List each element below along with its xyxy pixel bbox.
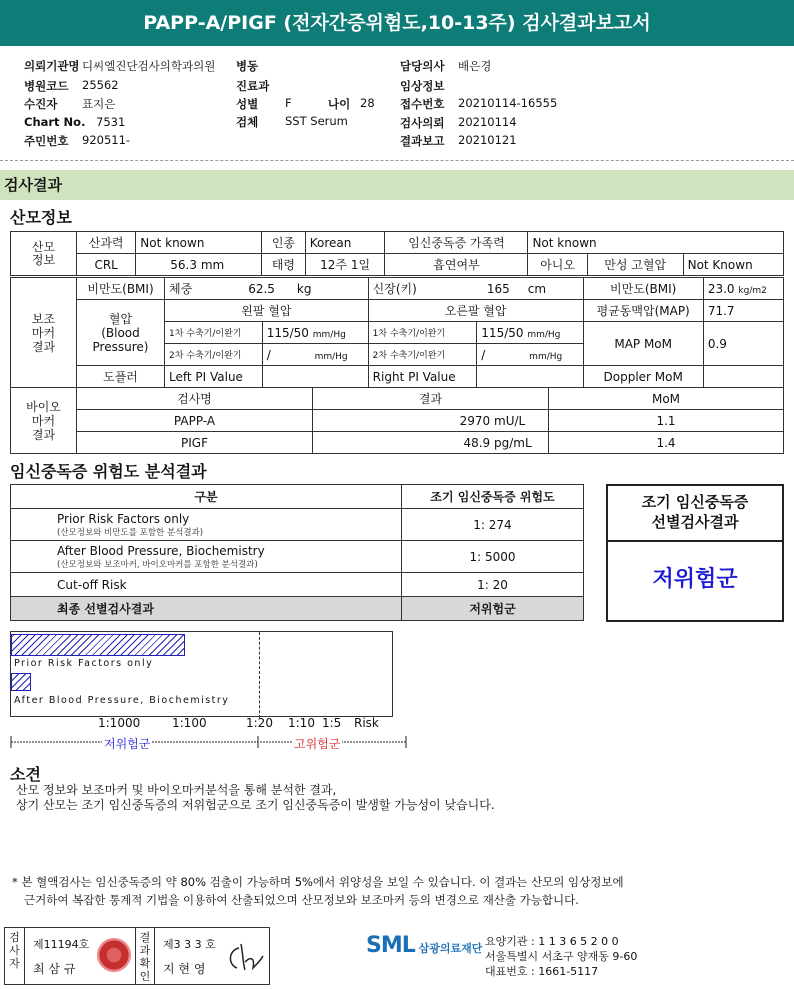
row-name: After Blood Pressure, Biochemistry [57, 543, 265, 558]
unit: mm/Hg [529, 351, 563, 362]
cell: PIGF [77, 432, 313, 454]
risk-scale [10, 716, 410, 756]
first: 1차 [169, 329, 184, 339]
cell: Cut-off Risk [11, 573, 402, 597]
bar-prior [11, 634, 185, 656]
cell: 0.9 [703, 322, 783, 366]
cell: 도플러 [77, 366, 165, 388]
confirm-label: 결과확인 [135, 928, 155, 984]
value: 표지은 [82, 97, 116, 111]
cell: Not known [528, 232, 784, 254]
cell: 인종 [262, 232, 306, 254]
weight-label: 체중 [169, 282, 193, 296]
opinion-title: 소견 [10, 765, 41, 784]
result: 2970 [459, 413, 491, 428]
result-box-title: 조기 임신중독증 선별검사결과 [608, 486, 782, 542]
tester-no: 제11194호 [33, 938, 90, 951]
signature-icon [223, 934, 267, 978]
cell: CRL [77, 254, 136, 276]
left-bp-1: 115/50 [266, 325, 309, 340]
cell: 1.4 [549, 432, 784, 454]
tick-label: 1:20 [246, 716, 273, 730]
cell: 비만도(BMI) [583, 278, 703, 300]
cell: 1.1 [549, 410, 784, 432]
signature-box [4, 927, 270, 985]
footnote-line: 근거하여 복잡한 통계적 기법을 이용하여 산출되었으며 산모정보와 보조마커 등의 변경으로 재산출 가능합니다. [24, 893, 579, 907]
row-name: Prior Risk Factors only [57, 511, 190, 526]
height-value: 165 [486, 282, 510, 296]
sub: 수축기/이완기 [389, 329, 446, 339]
result: 48.9 [463, 435, 491, 450]
tester-label: 검사자 [5, 928, 25, 984]
bmi-unit: kg/m2 [738, 285, 767, 296]
label: 수진자 [24, 97, 58, 111]
tick-label: Risk [354, 716, 379, 730]
cell [11, 541, 402, 573]
label: 담당의사 [400, 59, 445, 73]
maternal-info-table [10, 231, 784, 276]
lab-address [485, 934, 637, 979]
cell [368, 278, 583, 300]
first: 1차 [372, 329, 388, 339]
value: 28 [360, 96, 375, 110]
label: Chart No. [24, 115, 86, 129]
cell: Not Known [683, 254, 783, 276]
cell [313, 432, 549, 454]
label: 임상정보 [400, 79, 445, 93]
maternal-title: 산모정보 [10, 208, 72, 227]
label: 병원코드 [24, 79, 69, 93]
label: 주민번호 [24, 134, 69, 148]
row-note: (산모정보와 비만도를 포함한 분석결과) [57, 527, 204, 538]
cell: 아니오 [528, 254, 587, 276]
value: 20210114-16555 [458, 96, 558, 110]
cell: Korean [305, 232, 385, 254]
value: 25562 [82, 78, 119, 92]
unit: mU/L [494, 413, 526, 428]
cell: PAPP-A [77, 410, 313, 432]
cell: Right PI Value [368, 366, 477, 388]
unit: pg/mL [494, 435, 532, 450]
tester-name: 최 삼 규 [33, 962, 76, 976]
cell: 71.7 [703, 300, 783, 322]
risk-title: 임신중독증 위험도 분석결과 [10, 462, 207, 481]
zone-high: 고위험군 [294, 737, 341, 751]
logo-name: 삼광의료재단 [418, 942, 483, 955]
label: 결과보고 [400, 134, 445, 148]
label: 의뢰기관명 [24, 59, 80, 73]
cell: MoM [549, 388, 784, 410]
unit: mm/Hg [314, 351, 348, 362]
biomarker-table [10, 387, 784, 454]
risk-table [10, 484, 584, 621]
cell: 1: 20 [402, 573, 584, 597]
label: 성별 [236, 97, 259, 111]
cell [313, 410, 549, 432]
cell [11, 509, 402, 541]
cell: 오른팔 혈압 [368, 300, 583, 322]
cell [165, 344, 263, 366]
confirm-no: 제3 3 3 호 [163, 938, 216, 951]
footnote-line: * 본 혈액검사는 임신중독증의 약 80% 검출이 가능하며 5%에서 위양성을 보일 수 있습니다. 이 결과는 산모의 임상정보에 [12, 875, 624, 889]
cell [477, 344, 583, 366]
right-bp-1: 115/50 [481, 325, 524, 340]
zone-low: 저위험군 [104, 737, 151, 751]
label: 검체 [236, 115, 259, 129]
seal-icon [97, 938, 131, 972]
cell [262, 366, 368, 388]
cutoff-line [259, 632, 260, 718]
label: 검사의뢰 [400, 116, 445, 130]
cell [165, 322, 263, 344]
sub: 수축기/이완기 [389, 351, 446, 361]
opinion-line: 산모 정보와 보조마커 및 바이오마커분석을 통해 분석한 결과, [16, 783, 337, 797]
value: 20210121 [458, 133, 517, 147]
bmi-value: 23.0 [707, 281, 735, 296]
result-box [606, 484, 784, 622]
cell: 검사명 [77, 388, 313, 410]
footnote [12, 873, 787, 909]
section-title: 검사결과 [0, 170, 794, 200]
result-box-value: 저위험군 [652, 567, 738, 592]
unit: mm/Hg [527, 329, 561, 340]
cell: 산과력 [77, 232, 136, 254]
row-note: (산모정보와 보조마커, 바이오마커를 포함한 분석결과) [57, 559, 258, 570]
group-label: 바이오 마커 결과 [11, 388, 77, 454]
crl-value: 56.3 [170, 257, 197, 272]
cell: 만성 고혈압 [587, 254, 683, 276]
weight-value: 62.5 [248, 282, 275, 296]
cell: 최종 선별검사결과 [11, 597, 402, 621]
label: 진료과 [236, 79, 270, 93]
cell: 1: 274 [402, 509, 584, 541]
cell: 저위험군 [402, 597, 584, 621]
sub: 수축기/이완기 [186, 351, 242, 361]
cell [165, 278, 369, 300]
value: F [285, 96, 292, 110]
group-label: 보조 마커 결과 [11, 278, 77, 388]
bp-label: 혈압 (Blood Pressure) [77, 300, 165, 366]
bar-label: Prior Risk Factors only [14, 658, 154, 669]
lab-addr: 서울특별시 서초구 양재동 9-60 [485, 950, 638, 963]
cell: 1: 5000 [402, 541, 584, 573]
weight-unit: kg [296, 282, 312, 296]
opinion-line: 상기 산모는 조기 임신중독증의 저위험군으로 조기 임신중독증이 발생할 가능성이 낮습니다. [16, 798, 495, 812]
height-unit: cm [527, 282, 547, 296]
unit: mm/Hg [312, 329, 346, 340]
tick-label: 1:5 [322, 716, 342, 730]
second: 2차 [372, 351, 388, 361]
value: SST Serum [285, 114, 348, 128]
right-bp-2: / [481, 347, 486, 362]
cell: 왼팔 혈압 [165, 300, 369, 322]
cell [703, 278, 783, 300]
cell: 평균동맥압(MAP) [583, 300, 703, 322]
cell: 태령 [262, 254, 306, 276]
cell [477, 366, 583, 388]
risk-chart [10, 631, 393, 717]
bar-label: After Blood Pressure, Biochemistry [14, 695, 230, 706]
tick-label: 1:1000 [98, 716, 141, 730]
cell [136, 254, 262, 276]
cell: 임신중독증 가족력 [385, 232, 528, 254]
cell [368, 322, 477, 344]
cell: 12주 1일 [305, 254, 385, 276]
value: 7531 [96, 115, 126, 129]
lab-phone: 대표번호 : 1661-5117 [485, 965, 599, 978]
lab-logo [366, 933, 482, 958]
cell [262, 344, 368, 366]
cell [703, 366, 783, 388]
cell: Doppler MoM [583, 366, 703, 388]
cell: Not known [136, 232, 262, 254]
group-label: 산모 정보 [11, 232, 77, 276]
sub: 수축기/이완기 [186, 329, 242, 339]
cell [368, 344, 477, 366]
confirm-name: 지 현 영 [163, 962, 206, 976]
label: 나이 [328, 97, 351, 111]
logo-mark: SML [366, 933, 415, 958]
bar-after [11, 673, 31, 691]
cell: 비만도(BMI) [77, 278, 165, 300]
value: 디씨엘진단검사의학과의원 [82, 59, 216, 73]
left-bp-2: / [266, 347, 271, 362]
label: 병동 [236, 59, 259, 73]
cell: 조기 임신중독증 위험도 [402, 485, 584, 509]
crl-unit: mm [200, 257, 225, 272]
height-label: 신장(키) [372, 282, 417, 296]
cell: Left PI Value [165, 366, 263, 388]
label: 접수번호 [400, 97, 445, 111]
second: 2차 [169, 351, 184, 361]
opinion-text [16, 783, 495, 813]
tick-label: 1:100 [172, 716, 207, 730]
aux-marker-table [10, 277, 784, 388]
cell: 구분 [11, 485, 402, 509]
cell: 흡연여부 [385, 254, 528, 276]
patient-info [0, 52, 794, 152]
cell [262, 322, 368, 344]
cell: 결과 [313, 388, 549, 410]
value: 배은경 [458, 59, 492, 73]
lab-code: 요양기관 : 1 1 3 6 5 2 0 0 [485, 935, 619, 948]
value: 20210114 [458, 115, 517, 129]
value: 920511- [82, 133, 131, 147]
cell [477, 322, 583, 344]
tick-label: 1:10 [288, 716, 315, 730]
scale-arrows [10, 732, 410, 752]
report-title: PAPP-A/PIGF (전자간증위험도,10-13주) 검사결과보고서 [0, 0, 794, 46]
cell: MAP MoM [583, 322, 703, 366]
divider [0, 160, 794, 161]
